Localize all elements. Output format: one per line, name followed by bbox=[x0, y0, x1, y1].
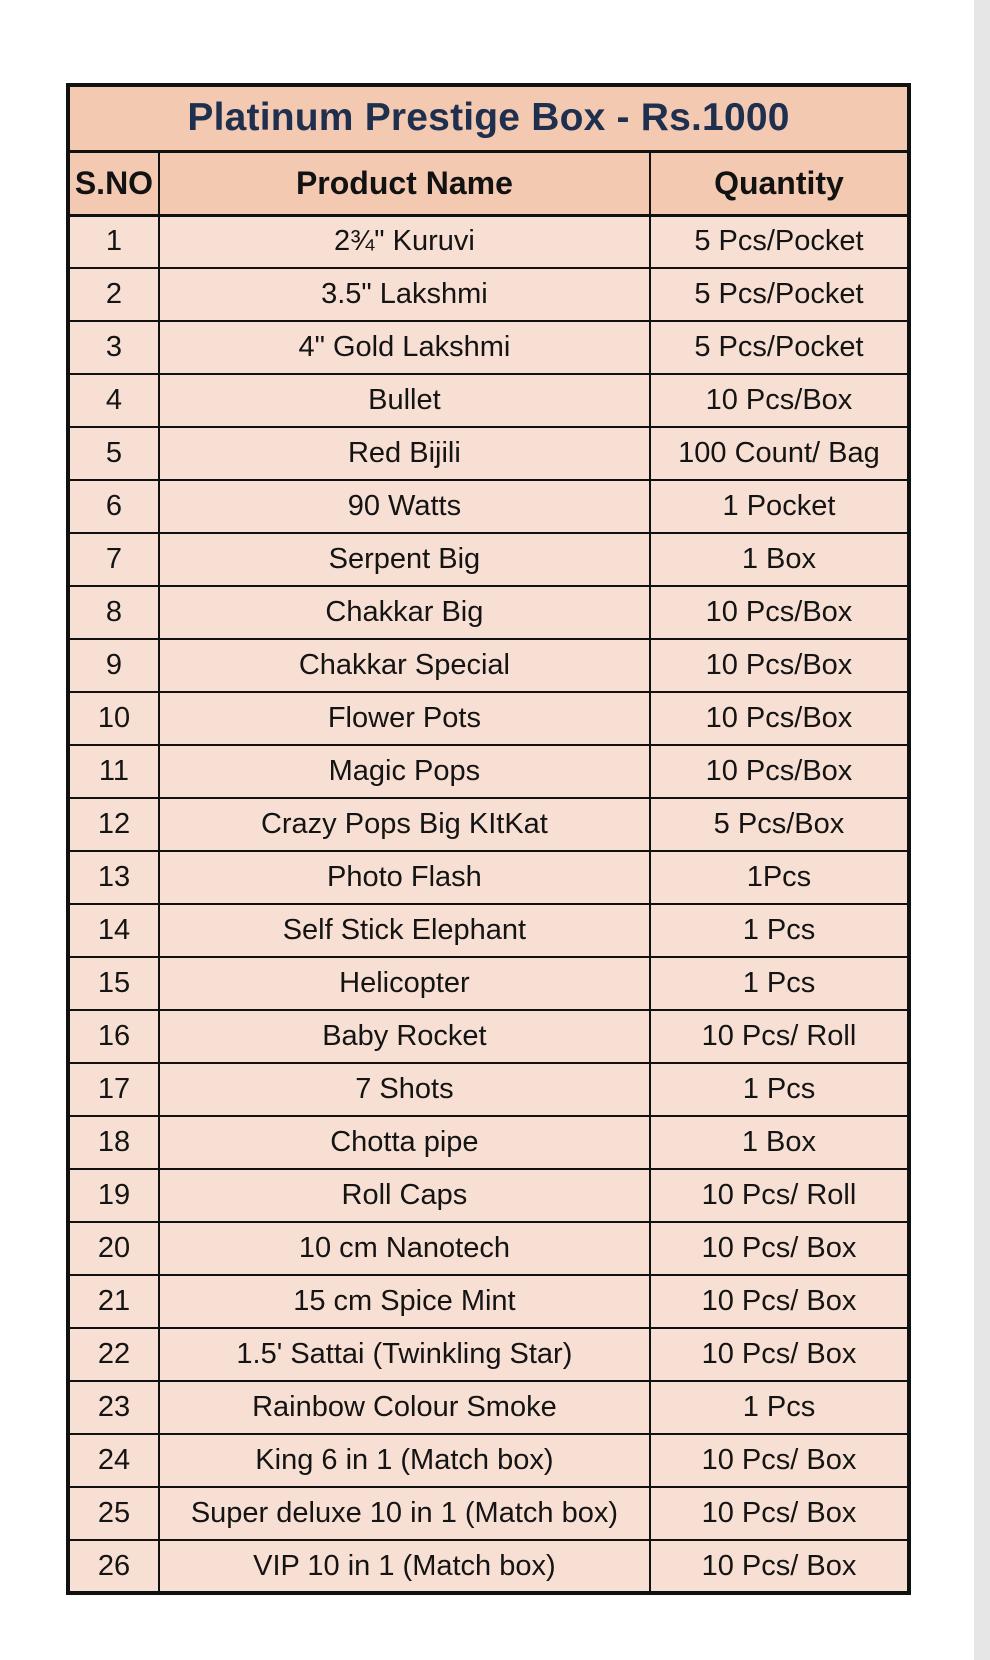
cell-quantity: 1 Box bbox=[650, 1116, 909, 1169]
cell-sno: 10 bbox=[68, 692, 159, 745]
table-row bbox=[68, 586, 909, 639]
cell-quantity: 10 Pcs/ Box bbox=[650, 1434, 909, 1487]
cell-product-name: 3.5" Lakshmi bbox=[159, 268, 650, 321]
header-quantity: Quantity bbox=[650, 151, 909, 215]
cell-product-name: Serpent Big bbox=[159, 533, 650, 586]
cell-sno: 21 bbox=[68, 1275, 159, 1328]
cell-sno: 12 bbox=[68, 798, 159, 851]
table-row bbox=[68, 1275, 909, 1328]
cell-quantity: 1 Pocket bbox=[650, 480, 909, 533]
cell-quantity: 10 Pcs/Box bbox=[650, 745, 909, 798]
cell-product-name: Flower Pots bbox=[159, 692, 650, 745]
table-row bbox=[68, 904, 909, 957]
cell-quantity: 5 Pcs/Pocket bbox=[650, 268, 909, 321]
cell-quantity: 10 Pcs/ Roll bbox=[650, 1010, 909, 1063]
cell-product-name: Baby Rocket bbox=[159, 1010, 650, 1063]
product-table bbox=[66, 83, 911, 1595]
cell-sno: 17 bbox=[68, 1063, 159, 1116]
cell-product-name: 10 cm Nanotech bbox=[159, 1222, 650, 1275]
cell-product-name: 2¾" Kuruvi bbox=[159, 215, 650, 268]
cell-quantity: 10 Pcs/ Box bbox=[650, 1540, 909, 1593]
table-row bbox=[68, 1328, 909, 1381]
page-edge bbox=[974, 0, 990, 1660]
cell-product-name: Chakkar Special bbox=[159, 639, 650, 692]
table-row bbox=[68, 1381, 909, 1434]
table-row bbox=[68, 692, 909, 745]
cell-quantity: 1 Pcs bbox=[650, 904, 909, 957]
cell-product-name: 1.5' Sattai (Twinkling Star) bbox=[159, 1328, 650, 1381]
cell-quantity: 5 Pcs/Pocket bbox=[650, 321, 909, 374]
cell-quantity: 1Pcs bbox=[650, 851, 909, 904]
cell-sno: 7 bbox=[68, 533, 159, 586]
table-row bbox=[68, 1434, 909, 1487]
cell-quantity: 10 Pcs/ Box bbox=[650, 1275, 909, 1328]
cell-quantity: 10 Pcs/ Box bbox=[650, 1328, 909, 1381]
cell-sno: 2 bbox=[68, 268, 159, 321]
table-row bbox=[68, 745, 909, 798]
table-row bbox=[68, 321, 909, 374]
cell-quantity: 100 Count/ Bag bbox=[650, 427, 909, 480]
table-row bbox=[68, 268, 909, 321]
cell-product-name: Bullet bbox=[159, 374, 650, 427]
cell-product-name: Magic Pops bbox=[159, 745, 650, 798]
cell-sno: 24 bbox=[68, 1434, 159, 1487]
cell-sno: 8 bbox=[68, 586, 159, 639]
cell-quantity: 10 Pcs/Box bbox=[650, 692, 909, 745]
cell-quantity: 10 Pcs/Box bbox=[650, 374, 909, 427]
cell-product-name: Super deluxe 10 in 1 (Match box) bbox=[159, 1487, 650, 1540]
cell-product-name: 7 Shots bbox=[159, 1063, 650, 1116]
cell-quantity: 1 Pcs bbox=[650, 957, 909, 1010]
table-row bbox=[68, 1540, 909, 1593]
title-row bbox=[68, 85, 909, 151]
table-row bbox=[68, 1116, 909, 1169]
cell-quantity: 1 Pcs bbox=[650, 1381, 909, 1434]
cell-product-name: Self Stick Elephant bbox=[159, 904, 650, 957]
cell-quantity: 10 Pcs/ Roll bbox=[650, 1169, 909, 1222]
table-row bbox=[68, 374, 909, 427]
cell-quantity: 1 Pcs bbox=[650, 1063, 909, 1116]
cell-quantity: 10 Pcs/Box bbox=[650, 639, 909, 692]
cell-sno: 13 bbox=[68, 851, 159, 904]
cell-product-name: Chakkar Big bbox=[159, 586, 650, 639]
cell-product-name: Crazy Pops Big KItKat bbox=[159, 798, 650, 851]
cell-sno: 26 bbox=[68, 1540, 159, 1593]
cell-sno: 6 bbox=[68, 480, 159, 533]
header-row bbox=[68, 151, 909, 215]
cell-product-name: 4" Gold Lakshmi bbox=[159, 321, 650, 374]
table-row bbox=[68, 1222, 909, 1275]
table-row bbox=[68, 798, 909, 851]
table-row bbox=[68, 427, 909, 480]
cell-sno: 16 bbox=[68, 1010, 159, 1063]
table-row bbox=[68, 1063, 909, 1116]
cell-product-name: Rainbow Colour Smoke bbox=[159, 1381, 650, 1434]
cell-sno: 11 bbox=[68, 745, 159, 798]
cell-product-name: Photo Flash bbox=[159, 851, 650, 904]
cell-sno: 5 bbox=[68, 427, 159, 480]
cell-sno: 25 bbox=[68, 1487, 159, 1540]
cell-sno: 18 bbox=[68, 1116, 159, 1169]
cell-sno: 9 bbox=[68, 639, 159, 692]
cell-product-name: Red Bijili bbox=[159, 427, 650, 480]
table-row bbox=[68, 480, 909, 533]
cell-sno: 20 bbox=[68, 1222, 159, 1275]
cell-sno: 22 bbox=[68, 1328, 159, 1381]
cell-product-name: King 6 in 1 (Match box) bbox=[159, 1434, 650, 1487]
cell-quantity: 10 Pcs/ Box bbox=[650, 1222, 909, 1275]
table-row bbox=[68, 215, 909, 268]
table-row bbox=[68, 957, 909, 1010]
table-row bbox=[68, 533, 909, 586]
cell-product-name: 90 Watts bbox=[159, 480, 650, 533]
table-row bbox=[68, 851, 909, 904]
cell-product-name: Roll Caps bbox=[159, 1169, 650, 1222]
cell-sno: 3 bbox=[68, 321, 159, 374]
header-product-name: Product Name bbox=[159, 151, 650, 215]
cell-sno: 19 bbox=[68, 1169, 159, 1222]
cell-quantity: 5 Pcs/Box bbox=[650, 798, 909, 851]
table-row bbox=[68, 639, 909, 692]
table-row bbox=[68, 1169, 909, 1222]
cell-sno: 4 bbox=[68, 374, 159, 427]
table-title: Platinum Prestige Box - Rs.1000 bbox=[68, 85, 909, 151]
cell-product-name: Chotta pipe bbox=[159, 1116, 650, 1169]
cell-sno: 14 bbox=[68, 904, 159, 957]
cell-sno: 15 bbox=[68, 957, 159, 1010]
cell-sno: 23 bbox=[68, 1381, 159, 1434]
table-row bbox=[68, 1487, 909, 1540]
cell-product-name: Helicopter bbox=[159, 957, 650, 1010]
cell-product-name: VIP 10 in 1 (Match box) bbox=[159, 1540, 650, 1593]
cell-quantity: 10 Pcs/Box bbox=[650, 586, 909, 639]
cell-quantity: 5 Pcs/Pocket bbox=[650, 215, 909, 268]
table-row bbox=[68, 1010, 909, 1063]
cell-quantity: 10 Pcs/ Box bbox=[650, 1487, 909, 1540]
header-sno: S.NO bbox=[68, 151, 159, 215]
cell-product-name: 15 cm Spice Mint bbox=[159, 1275, 650, 1328]
table-body bbox=[68, 85, 909, 1593]
cell-sno: 1 bbox=[68, 215, 159, 268]
cell-quantity: 1 Box bbox=[650, 533, 909, 586]
